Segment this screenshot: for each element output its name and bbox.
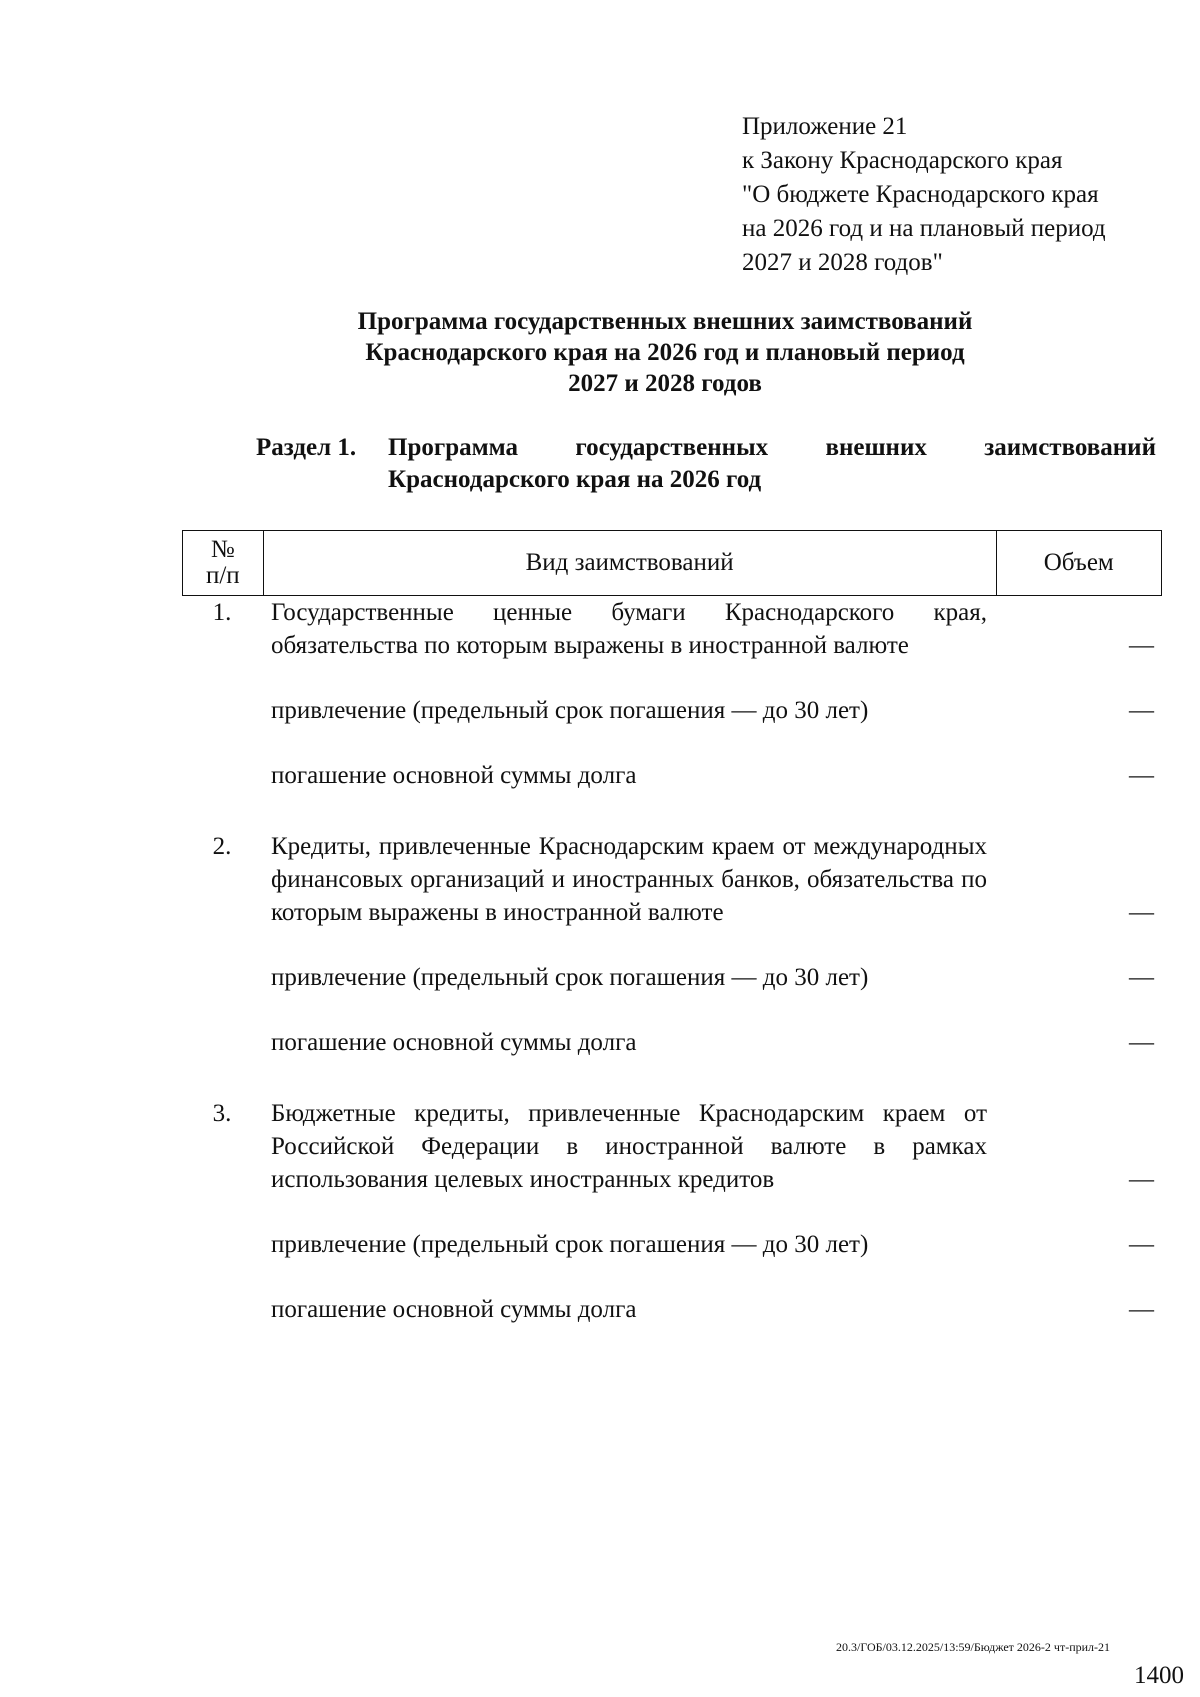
row-text: Кредиты, привлеченные Краснодарским краем от международных финансовых организаций и иностранных банков, обязательства по которым выражены в иностранной валюте [271, 833, 987, 926]
row-value-cell [997, 596, 1162, 662]
row-number: 1. [212, 599, 232, 626]
table-row [182, 596, 1162, 662]
row-value: — [1129, 1166, 1154, 1193]
appendix-line: "О бюджете Краснодарского края [742, 181, 1099, 208]
appendix-note [742, 110, 1106, 280]
appendix-line: к Закону Краснодарского края [742, 147, 1063, 174]
row-value: — [1129, 632, 1154, 659]
table-subrow [182, 1026, 1162, 1059]
subrow-text: погашение основной суммы долга [271, 1029, 637, 1056]
header-number-cell [183, 531, 264, 596]
header-number-abbr: п/п [205, 562, 240, 589]
subrow-value: — [1129, 762, 1154, 789]
table-body [182, 596, 1162, 1364]
title-line: 2027 и 2028 годов [568, 370, 762, 397]
document-title [250, 306, 1080, 399]
subrow-value: — [1129, 1029, 1154, 1056]
appendix-line: на 2026 год и на плановый период [742, 215, 1106, 242]
document-code: 20.3/ГОБ/03.12.2025/13:59/Бюджет 2026-2 чт-прил-21 [836, 1640, 1111, 1654]
subrow-value: — [1129, 1296, 1154, 1323]
subrow-value: — [1129, 964, 1154, 991]
header-type-cell: Вид заимствований [263, 531, 996, 596]
row-text: Бюджетные кредиты, привлеченные Краснодарским краем от Российской Федерации в иностранной валюте в рамках использования целевых иностранных кредитов [271, 1100, 987, 1193]
borrowing-group [182, 1097, 1162, 1326]
table-row [182, 830, 1162, 929]
table-subrow [182, 1228, 1162, 1261]
row-number: 3. [212, 1100, 232, 1127]
subrow-text: привлечение (предельный срок погашения — до 30 лет) [271, 1231, 869, 1258]
table-subrow [182, 1293, 1162, 1326]
section-number: Раздел 1. [256, 434, 357, 461]
subrow-text: привлечение (предельный срок погашения — до 30 лет) [271, 697, 869, 724]
table-subrow [182, 759, 1162, 792]
appendix-line: 2027 и 2028 годов" [742, 249, 943, 276]
header-number-symbol: № [210, 536, 235, 563]
subrow-text: привлечение (предельный срок погашения — до 30 лет) [271, 964, 869, 991]
subrow-value: — [1129, 1231, 1154, 1258]
subrow-text: погашение основной суммы долга [271, 762, 637, 789]
header-volume-cell: Объем [996, 531, 1161, 596]
table-header [182, 530, 1162, 596]
subrow-text: погашение основной суммы долга [271, 1296, 637, 1323]
subrow-value: — [1129, 697, 1154, 724]
row-value: — [1129, 899, 1154, 926]
table-subrow [182, 694, 1162, 727]
section-heading [256, 432, 1156, 496]
row-value-cell [997, 830, 1162, 929]
appendix-line: Приложение 21 [742, 113, 908, 140]
borrowing-group [182, 596, 1162, 792]
section-text: Программа государственных внешних заимствований Краснодарского края на 2026 год [388, 434, 1156, 493]
row-number: 2. [212, 833, 232, 860]
title-line: Краснодарского края на 2026 год и плановый период [365, 339, 965, 366]
page-number: 1400 [1134, 1662, 1184, 1689]
borrowing-group [182, 830, 1162, 1059]
row-value-cell [997, 1097, 1162, 1196]
row-text: Государственные ценные бумаги Краснодарского края, обязательства по которым выражены в иностранной валюте [271, 599, 987, 659]
table-row [182, 1097, 1162, 1196]
title-line: Программа государственных внешних заимствований [357, 308, 973, 335]
table-subrow [182, 961, 1162, 994]
